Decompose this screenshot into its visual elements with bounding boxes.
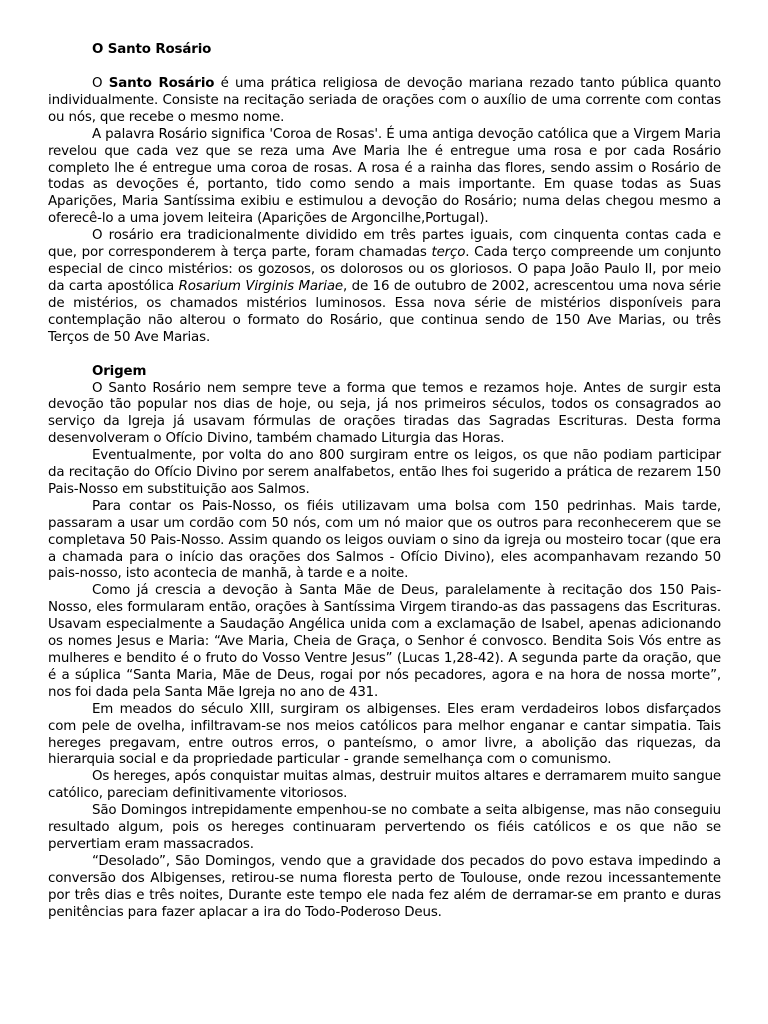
paragraph-origem-1: O Santo Rosário nem sempre teve a forma que temos e rezamos hoje. Antes de surgir esta devoção tão popular nos dias de hoje, ou seja, já nos primeiros séculos, todos os consagrados ao serviço da Igreja já usavam fórmulas de orações tiradas das Sagradas Escrituras. Desta forma desenvolveram o Ofício Divino, também chamado Liturgia das Horas.	[48, 380, 721, 447]
paragraph-text: O rosário era tradicionalmente dividido em três partes iguais, com cinquenta contas cada e que, por corresponderem à terça parte, foram chamadas	[48, 228, 721, 261]
paragraph-origem-4: Como já crescia a devoção à Santa Mãe de Deus, paralelamente à recitação dos 150 Pais-Nosso, eles formularam então, orações à Santíssima Virgem tirando-as das passagens das Escrituras. Usavam especialmente a Saudação Angélica unida com a exclamação de Isabel, apenas adicionando os nomes Jesus e Maria: “Ave Maria, Cheia de Graça, o Senhor é convosco. Bendita Sois Vós entre as mulheres e bendito é o fruto do Vosso Ventre Jesus” (Lucas 1,28-42). A segunda parte da oração, que é a súplica “Santa Maria, Mãe de Deus, rogai por nós pecadores, agora e na hora de nossa morte”, nos foi dada pela Santa Mãe Igreja no ano de 431.	[48, 583, 721, 700]
paragraph-intro-1	[48, 76, 721, 127]
paragraph-text: é uma prática religiosa de devoção mariana rezado tanto pública quanto individualmente. Consiste na recitação seriada de orações com o auxílio de uma corrente com contas ou nós, que recebe o mesmo nome.	[48, 76, 722, 125]
paragraph-text: , de 16 de outubro de 2002, acrescentou uma nova série de mistérios, os chamados mistérios luminosos. Essa nova série de mistérios disponíveis para contemplação não alterou o formato do Rosário, que continua sendo de 150 Ave Marias, ou três Terços de 50 Ave Marias.	[48, 278, 721, 345]
paragraph-origem-6: Os hereges, após conquistar muitas almas, destruir muitos altares e derramarem muito sangue católico, pareciam definitivamente vitoriosos.	[48, 769, 721, 802]
paragraph-origem-8: “Desolado”, São Domingos, vendo que a gravidade dos pecados do povo estava impedindo a conversão dos Albigenses, retirou-se numa floresta perto de Toulouse, onde rezou incessantemente por três dias e três noites, Durante este tempo ele nada fez além de derramar-se em pranto e duras penitências para fazer aplacar a ira do Todo-Poderoso Deus.	[48, 853, 721, 920]
paragraph-origem-7: São Domingos intrepidamente empenhou-se no combate a seita albigense, mas não conseguiu resultado algum, pois os hereges continuaram pervertendo os fiéis católicos e os que não se pervertiam eram massacrados.	[48, 803, 721, 852]
document-title: O Santo Rosário	[92, 42, 212, 57]
paragraph-intro-3	[48, 228, 721, 346]
document-page	[48, 38, 721, 922]
spacer	[48, 59, 721, 76]
italic-term: Rosarium Virginis Mariae	[178, 278, 343, 294]
bold-term: Santo Rosário	[108, 76, 215, 91]
paragraph-text: O	[92, 76, 109, 91]
italic-term: terço	[431, 245, 466, 261]
paragraph-origem-3: Para contar os Pais-Nosso, os fiéis utilizavam uma bolsa com 150 pedrinhas. Mais tarde, passaram a usar um cordão com 50 nós, com um nó maior que os outros para reconhecerem que se completava 50 Pais-Nosso. Assim quando os leigos ouviam o sino da igreja ou mosteiro tocar (que era a chamada para o início das orações dos Salmos - Ofício Divino), eles acompanhavam rezando 50 pais-nosso, isto acontecia de manhã, à tarde e a noite.	[48, 498, 721, 582]
paragraph-intro-2: A palavra Rosário significa 'Coroa de Rosas'. É uma antiga devoção católica que a Virgem Maria revelou que cada vez que se reza uma Ave Maria lhe é entregue uma rosa e por cada Rosário completo lhe é entregue uma coroa de rosas. A rosa é a rainha das flores, sendo assim o Rosário de todas as devoções é, portanto, tido como sendo a mais importante. Em quase todas as Suas Aparições, Maria Santíssima exibiu e estimulou a devoção do Rosário; numa delas chegou mesmo a oferecê-lo a uma jovem leiteira (Aparições de Argoncilhe,Portugal).	[48, 126, 721, 227]
section-heading: Origem	[92, 363, 147, 379]
paragraph-text: . Cada terço compreende um conjunto especial de cinco mistérios: os gozosos, os dolorosos ou os gloriosos. O papa João Paulo II, por meio da carta apostólica	[48, 245, 721, 294]
paragraph-origem-5: Em meados do século XIII, surgiram os albigenses. Eles eram verdadeiros lobos disfarçados com pele de ovelha, infiltravam-se nos meios católicos para melhor enganar e cantar simpatia. Tais hereges pregavam, entre outros erros, o panteísmo, o amor livre, a abolição das riquezas, da hierarquia social e da propriedade particular - grande semelhança com o comunismo.	[48, 701, 721, 768]
spacer	[48, 347, 721, 364]
paragraph-origem-2: Eventualmente, por volta do ano 800 surgiram entre os leigos, os que não podiam participar da recitação do Ofício Divino por serem analfabetos, então lhes foi sugerido a prática de rezarem 150 Pais-Nosso em substituição aos Salmos.	[48, 448, 721, 497]
